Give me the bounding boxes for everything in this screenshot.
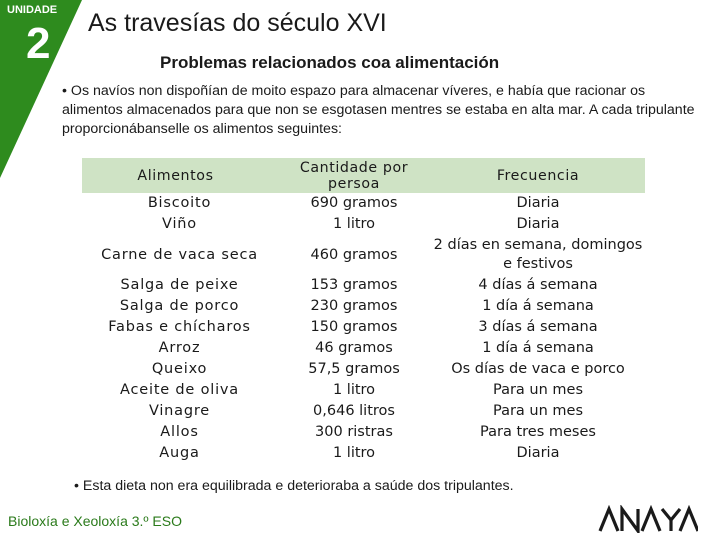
frequency-cell: Diaria [516, 445, 560, 461]
amount-cell: 57,5 gramos [308, 361, 400, 377]
food-cell: Queixo [151, 361, 208, 377]
table-header-row [82, 158, 645, 193]
table-row [82, 317, 645, 338]
frequency-line2: e festivos [503, 256, 573, 272]
table-row [82, 359, 645, 380]
food-cell: Biscoito [147, 195, 212, 211]
food-cell: Aceite de oliva [120, 382, 239, 398]
food-cell: Salga de porco [119, 298, 240, 314]
food-cell: Auga [159, 445, 200, 461]
table-row [82, 443, 645, 464]
page-subtitle: Problemas relacionados coa alimentación [160, 53, 500, 72]
amount-cell: 1 litro [332, 382, 376, 398]
table-row [82, 401, 645, 422]
frequency-cell [431, 235, 645, 275]
food-cell: Fabas e chícharos [108, 319, 251, 335]
header-amount-line2: persoa [328, 175, 380, 192]
frequency-cell: 1 día á semana [482, 340, 594, 356]
food-cell: Arroz [158, 340, 201, 356]
food-cell: Vinagre [148, 403, 211, 419]
rations-table [82, 158, 645, 464]
food-cell: Viño [162, 216, 197, 232]
table-row [82, 193, 645, 214]
table-row [82, 296, 645, 317]
frequency-cell: Para tres meses [480, 424, 596, 440]
amount-cell: 460 gramos [310, 246, 398, 263]
unit-label: UNIDADE [7, 4, 58, 16]
amount-cell: 153 gramos [310, 277, 398, 293]
amount-cell: 0,646 litros [313, 403, 395, 419]
header-food: Alimentos [82, 158, 277, 193]
frequency-cell: 1 día á semana [482, 298, 594, 314]
frequency-line1: 2 días en semana, domingos [433, 237, 643, 253]
frequency-cell: Para un mes [492, 403, 584, 419]
intro-paragraph: • Os navíos non dispoñían de moito espazo para almacenar víveres, e había que racionar os alimentos almacenados para que non se esgotasen mentres se estaba en alta mar. A cada tripulante proporcionábanselle os alimentos seguintes: [62, 83, 695, 137]
table-row [82, 235, 645, 275]
frequency-cell: Os días de vaca e porco [451, 361, 625, 377]
frequency-cell: Para un mes [492, 382, 584, 398]
amount-cell: 1 litro [332, 216, 376, 232]
amount-cell: 46 gramos [315, 340, 393, 356]
table-row [82, 275, 645, 296]
table-row [82, 338, 645, 359]
frequency-cell: 3 días á semana [478, 319, 598, 335]
frequency-cell: Diaria [516, 195, 560, 211]
food-cell: Salga de peixe [120, 277, 239, 293]
table-row [82, 380, 645, 401]
header-amount-line1: Cantidade por [299, 159, 409, 176]
frequency-cell: 4 días á semana [478, 277, 598, 293]
amount-cell: 1 litro [332, 445, 376, 461]
header-frequency: Frecuencia [431, 158, 645, 193]
unit-number: 2 [26, 19, 51, 68]
amount-cell: 300 ristras [315, 424, 393, 440]
table-row [82, 422, 645, 443]
frequency-cell: Diaria [516, 216, 560, 232]
amount-cell: 230 gramos [310, 298, 398, 314]
page-title: As travesías do século XVI [88, 9, 387, 37]
header-amount [277, 158, 431, 193]
food-cell: Allos [160, 424, 199, 440]
course-footer: Bioloxía e Xeoloxía 3.º ESO [8, 513, 182, 529]
conclusion-paragraph: • Esta dieta non era equilibrada e deterioraba a saúde dos tripulantes. [74, 478, 514, 494]
publisher-logo [598, 505, 698, 533]
table-row [82, 214, 645, 235]
amount-cell: 690 gramos [310, 195, 398, 211]
amount-cell: 150 gramos [310, 319, 398, 335]
food-cell: Carne de vaca seca [101, 246, 258, 263]
